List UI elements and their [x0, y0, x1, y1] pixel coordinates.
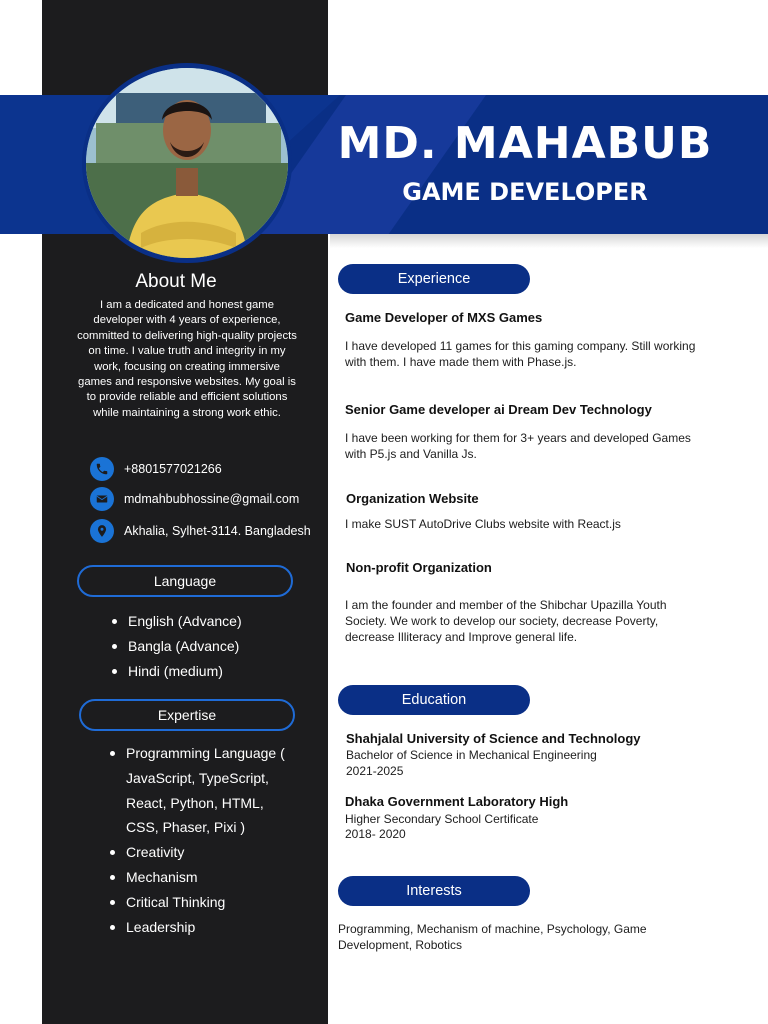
- interests-text: Programming, Mechanism of machine, Psychology, Game Development, Robotics: [338, 922, 647, 952]
- email-text: mdmahbubhossine@gmail.com: [124, 492, 300, 506]
- about-heading: About Me: [135, 271, 217, 292]
- education-heading: Education: [338, 685, 530, 715]
- experience-desc: I am the founder and member of the Shibchar Upazilla Youth Society. We work to develop our society, decrease Poverty, decrease Illiteracy and Improve general life.: [345, 598, 667, 644]
- contact-email: [90, 487, 299, 511]
- education-school: Dhaka Government Laboratory High: [345, 794, 569, 809]
- address-text: Akhalia, Sylhet-3114. Bangladesh: [124, 524, 311, 538]
- experience-desc: I have developed 11 games for this gaming company. Still working with them. I have made them with Phase.js.: [345, 339, 696, 369]
- expertise-item: Mechanism: [108, 865, 288, 890]
- contact-phone: [90, 457, 222, 481]
- language-item: Bangla (Advance): [110, 636, 310, 661]
- language-item: Hindi (medium): [110, 661, 310, 686]
- education-years: 2021-2025: [346, 764, 404, 778]
- email-icon: [90, 487, 114, 511]
- education-degree: Higher Secondary School Certificate: [345, 812, 539, 826]
- experience-title: Organization Website: [346, 491, 479, 506]
- expertise-item: Leadership: [108, 915, 288, 940]
- education-years: 2018- 2020: [345, 827, 406, 841]
- language-heading: Language: [77, 565, 293, 597]
- expertise-item: Creativity: [108, 840, 288, 865]
- experience-title: Non-profit Organization: [346, 560, 492, 575]
- job-title: GAME DEVELOPER: [402, 178, 648, 206]
- education-school: Shahjalal University of Science and Technology: [346, 731, 641, 746]
- phone-icon: [90, 457, 114, 481]
- experience-desc: I have been working for them for 3+ years and developed Games with P5.js and Vanilla Js.: [345, 431, 691, 461]
- expertise-item: Critical Thinking: [108, 890, 288, 915]
- avatar: [86, 68, 288, 258]
- language-list: [110, 611, 310, 686]
- expertise-heading: Expertise: [79, 699, 295, 731]
- experience-heading: Experience: [338, 264, 530, 294]
- expertise-item: Programming Language ( JavaScript, TypeScript, React, Python, HTML, CSS, Phaser, Pixi ): [108, 741, 288, 840]
- location-icon: [90, 519, 114, 543]
- language-item: English (Advance): [110, 611, 310, 636]
- interests-heading: Interests: [338, 876, 530, 906]
- experience-title: Game Developer of MXS Games: [345, 310, 543, 325]
- phone-text: +8801577021266: [124, 462, 222, 476]
- about-text: I am a dedicated and honest game developer with 4 years of experience, committed to delivering high-quality projects on time. I value truth and integrity in my work, focusing on creating immersive games and responsive websites. My goal is to provide reliable and efficient solutions while maintaining a strong work ethic.: [77, 299, 297, 419]
- experience-desc: I make SUST AutoDrive Clubs website with React.js: [345, 517, 621, 531]
- education-degree: Bachelor of Science in Mechanical Engineering: [346, 748, 597, 762]
- contact-address: [90, 519, 311, 543]
- experience-title: Senior Game developer ai Dream Dev Technology: [345, 402, 652, 417]
- expertise-list: [108, 741, 288, 939]
- banner-shadow: [330, 234, 768, 248]
- name-heading: MD. MAHABUB: [337, 118, 713, 169]
